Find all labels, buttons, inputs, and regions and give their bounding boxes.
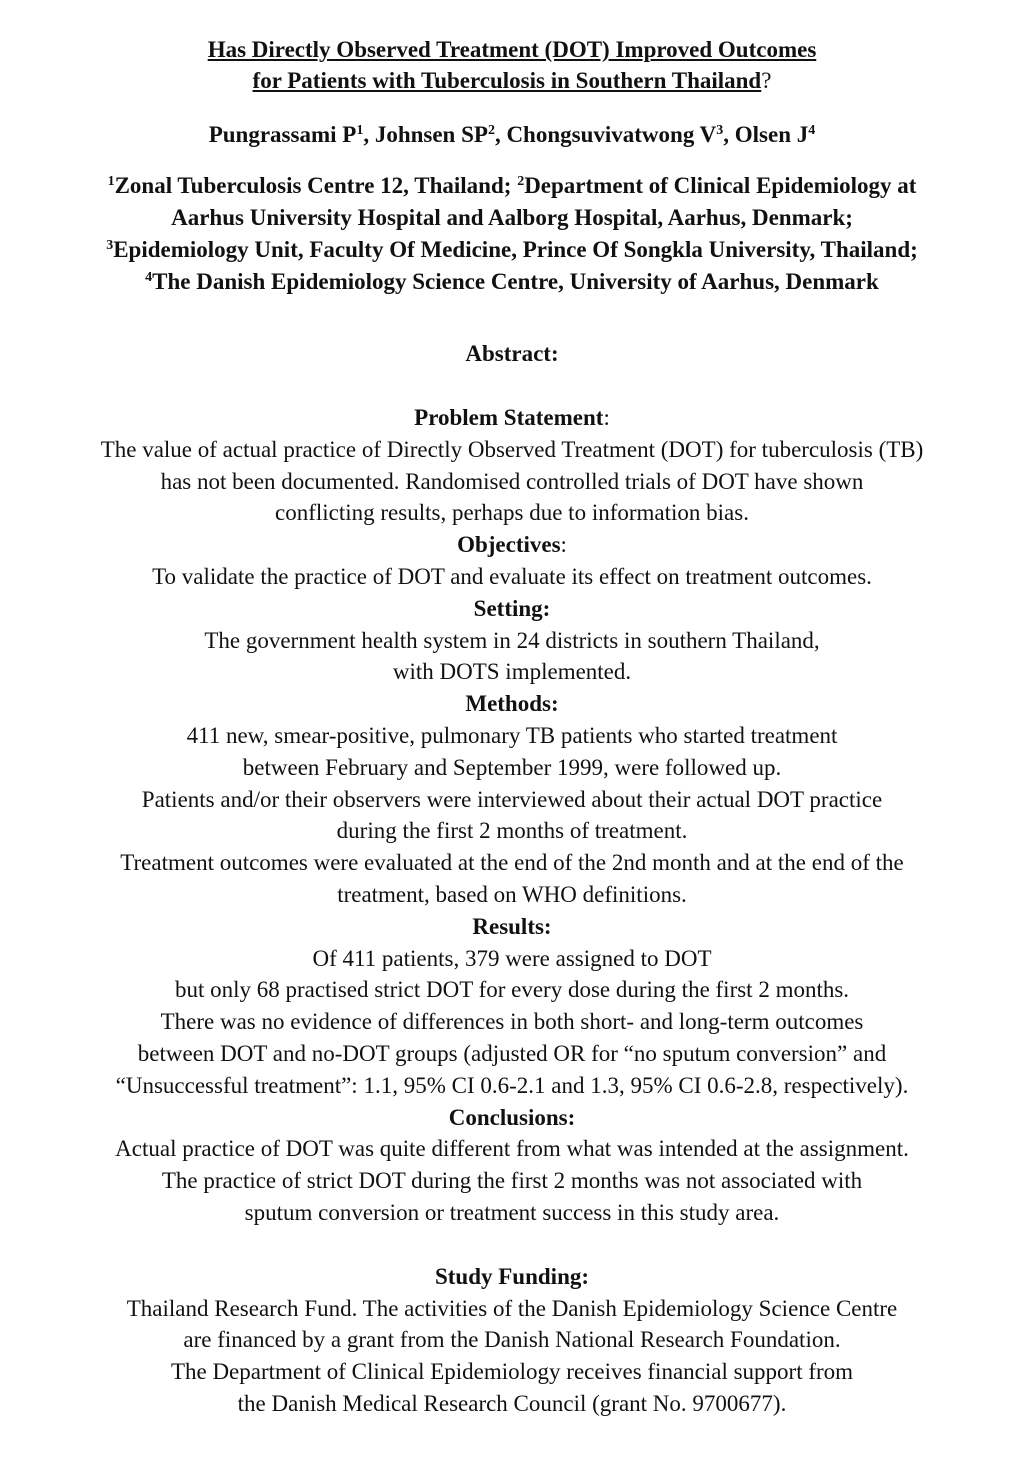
- paragraph-line: with DOTS implemented.: [392, 659, 632, 685]
- affiliation-line-2: Aarhus University Hospital and Aalborg Hospital, Aarhus, Denmark;: [171, 205, 853, 230]
- title-line-2: [0, 65, 1024, 96]
- affiliation-text: Epidemiology Unit, Faculty Of Medicine, Prince Of Songkla University, Thailand;: [113, 237, 918, 262]
- affiliation-number: 3: [106, 238, 114, 253]
- paragraph-line: 411 new, smear-positive, pulmonary TB patients who started treatment: [186, 722, 838, 748]
- paragraph-line: are financed by a grant from the Danish National Research Foundation.: [183, 1327, 841, 1353]
- author-separator: ,: [723, 122, 735, 147]
- author-name: Pungrassami P: [208, 122, 357, 147]
- paragraph-line: “Unsuccessful treatment”: 1.1, 95% CI 0.6-2.1 and 1.3, 95% CI 0.6-2.8, respectively).: [115, 1072, 909, 1098]
- paragraph-line: To validate the practice of DOT and evaluate its effect on treatment outcomes.: [152, 563, 872, 589]
- affiliation-line-1: [0, 170, 1024, 202]
- paragraph-line: The government health system in 24 districts in southern Thailand,: [204, 627, 820, 653]
- affiliation-text: Zonal Tuberculosis Centre 12, Thailand;: [114, 173, 518, 198]
- section-heading-results: Results:: [472, 913, 552, 939]
- affiliation-number: 1: [107, 174, 115, 189]
- abstract-heading: Abstract:: [465, 341, 559, 366]
- paragraph-line: conflicting results, perhaps due to information bias.: [275, 500, 749, 526]
- author-name: Chongsuvivatwong V: [506, 122, 717, 147]
- paragraph-line: Of 411 patients, 379 were assigned to DOT: [312, 945, 712, 971]
- paragraph-line: Treatment outcomes were evaluated at the end of the 2nd month and at the end of the: [120, 850, 904, 876]
- title-question-mark: ?: [761, 68, 772, 93]
- section-heading-objectives: [0, 529, 1024, 561]
- paragraph-line: but only 68 practised strict DOT for every dose during the first 2 months.: [174, 977, 850, 1003]
- affiliation-number: 2: [517, 174, 525, 189]
- affiliation-text: The Danish Epidemiology Science Centre, University of Aarhus, Denmark: [152, 269, 879, 294]
- title-text-1: Has Directly Observed Treatment (DOT) Improved Outcomes: [207, 37, 817, 62]
- paragraph-line: Actual practice of DOT was quite different from what was intended at the assignment.: [115, 1136, 909, 1162]
- study-funding: [0, 1261, 1024, 1420]
- section-heading-text: Objectives: [457, 532, 561, 558]
- affiliation-line-4: [0, 266, 1024, 298]
- section-heading-colon: :: [560, 532, 567, 558]
- author-list: [0, 119, 1024, 150]
- section-heading-text: Problem Statement: [414, 405, 604, 430]
- affiliation-text: Department of Clinical Epidemiology at: [524, 173, 917, 198]
- title-text-2: for Patients with Tuberculosis in Southern Thailand: [252, 68, 762, 93]
- author-name: Johnsen SP: [374, 122, 488, 147]
- paragraph-line: between February and September 1999, were followed up.: [242, 754, 782, 780]
- section-heading-methods: Methods:: [465, 691, 559, 717]
- abstract-body: [0, 402, 1024, 1229]
- paragraph-line: The practice of strict DOT during the first 2 months was not associated with: [161, 1168, 863, 1194]
- author-name: Olsen J: [734, 122, 809, 147]
- author-affiliation-number: 4: [808, 123, 816, 138]
- affiliations: [0, 170, 1024, 298]
- section-heading-conclusions: Conclusions:: [448, 1104, 576, 1130]
- paragraph-line: There was no evidence of differences in both short- and long-term outcomes: [160, 1009, 864, 1035]
- section-heading-setting: Setting:: [473, 595, 551, 621]
- paragraph-line: during the first 2 months of treatment.: [336, 818, 688, 844]
- paragraph-line: The value of actual practice of Directly Observed Treatment (DOT) for tuberculosis (TB): [100, 436, 924, 462]
- title-line-1: [0, 34, 1024, 65]
- author-affiliation-number: 3: [716, 123, 724, 138]
- section-heading-study-funding: Study Funding:: [434, 1263, 590, 1289]
- affiliation-number: 4: [145, 270, 153, 285]
- section-heading-problem-statement: [0, 402, 1024, 434]
- author-affiliation-number: 1: [356, 123, 364, 138]
- paragraph-line: the Danish Medical Research Council (grant No. 9700677).: [237, 1390, 787, 1416]
- author-separator: ,: [363, 122, 375, 147]
- paragraph-line: Patients and/or their observers were interviewed about their actual DOT practice: [141, 786, 883, 812]
- paragraph-line: between DOT and no-DOT groups (adjusted OR for “no sputum conversion” and: [137, 1040, 887, 1066]
- section-heading-colon: :: [603, 405, 610, 430]
- paragraph-line: Thailand Research Fund. The activities of the Danish Epidemiology Science Centre: [126, 1295, 898, 1321]
- paragraph-line: sputum conversion or treatment success in this study area.: [244, 1199, 780, 1225]
- affiliation-line-3: [0, 234, 1024, 266]
- paper-title: [0, 34, 1024, 96]
- author-affiliation-number: 2: [487, 123, 495, 138]
- paragraph-line: has not been documented. Randomised controlled trials of DOT have shown: [160, 468, 864, 494]
- author-separator: ,: [494, 122, 507, 147]
- paragraph-line: treatment, based on WHO definitions.: [337, 881, 687, 907]
- paragraph-line: The Department of Clinical Epidemiology receives financial support from: [170, 1359, 854, 1385]
